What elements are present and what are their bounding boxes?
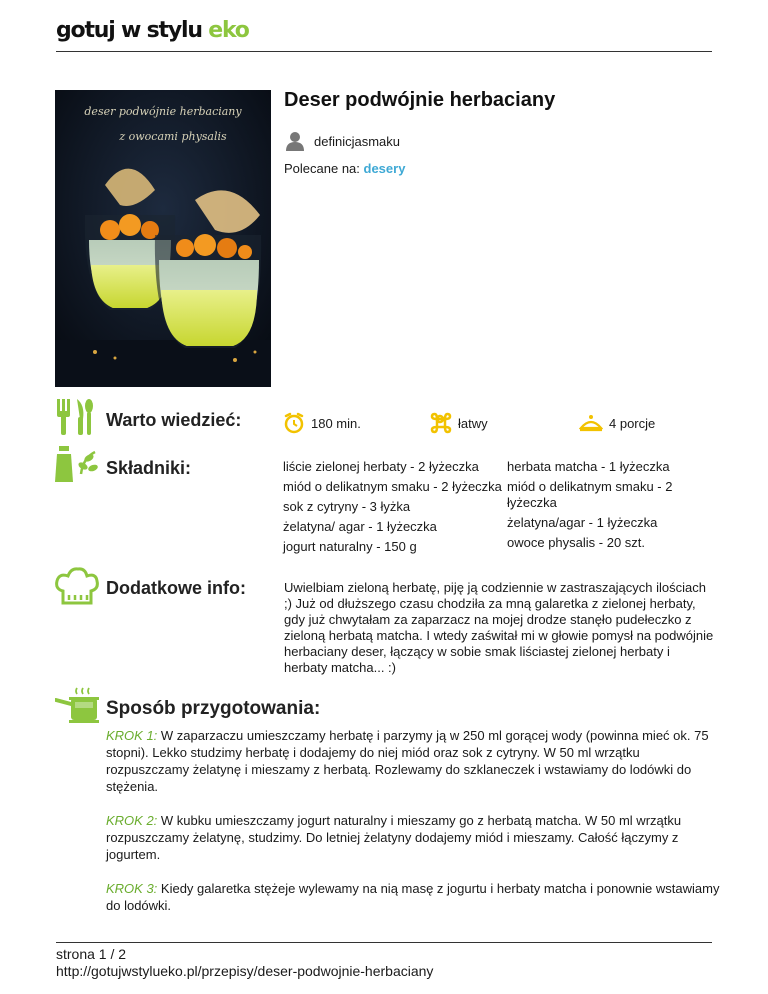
- step-text: Kiedy galaretka stężeje wylewamy na nią masę z jogurtu i herbaty matcha i ponownie wstawiamy do lodówki.: [106, 881, 720, 913]
- ingredients-icon: [55, 444, 99, 484]
- ingredient-item: herbata matcha - 1 łyżeczka: [507, 459, 670, 474]
- step-item: [106, 880, 720, 914]
- page-number: strona 1 / 2: [56, 946, 127, 962]
- ingredient-item: miód o delikatnym smaku - 2 łyżeczka: [283, 479, 502, 494]
- command-icon: [430, 412, 452, 434]
- step-text: W kubku umieszczamy jogurt naturalny i mieszamy go z herbatą matcha. W 50 ml wrzątku rozpuszczamy żelatynę, studzimy. Do letniej żelatyny dodajemy miód i mieszamy. Całość łączymy z jogurtem.: [106, 813, 682, 862]
- step-keyword: KROK 3:: [106, 881, 158, 896]
- recipe-author[interactable]: [284, 130, 400, 152]
- ingredient-item: owoce physalis - 20 szt.: [507, 535, 646, 550]
- logo-text-eko: eko: [208, 18, 249, 43]
- site-logo[interactable]: [56, 18, 249, 43]
- logo-text-main: gotuj w stylu: [56, 18, 209, 43]
- chef-hat-icon: [55, 567, 99, 607]
- pot-icon: [55, 686, 101, 724]
- source-url[interactable]: http://gotujwstylueko.pl/przepisy/deser-podwojnie-herbaciany: [56, 963, 434, 979]
- step-keyword: KROK 1:: [106, 728, 158, 743]
- step-item: [106, 812, 720, 863]
- author-name: definicjasmaku: [314, 133, 400, 149]
- category-link[interactable]: desery: [363, 161, 406, 176]
- step-keyword: KROK 2:: [106, 813, 158, 828]
- step-item: [106, 727, 720, 795]
- ingredient-item: żelatyna/ agar - 1 łyżeczka: [283, 519, 437, 534]
- cutlery-icon: [55, 397, 95, 437]
- footer-divider: [56, 942, 712, 943]
- ingredient-item: miód o delikatnym smaku - 2 łyżeczka: [507, 479, 673, 510]
- difficulty-value: łatwy: [458, 415, 488, 431]
- ingredient-item: żelatyna/agar - 1 łyżeczka: [507, 515, 658, 530]
- person-icon: [284, 130, 306, 152]
- recommended-line: [284, 161, 405, 176]
- ingredients-list-col1: [283, 459, 503, 559]
- portions-icon: [579, 412, 603, 434]
- meta-time: [283, 412, 361, 434]
- ingredients-label: Składniki:: [106, 458, 192, 478]
- recipe-photo: [55, 90, 271, 387]
- meta-portions: [579, 412, 655, 434]
- portions-value: 4 porcje: [609, 415, 656, 431]
- ingredients-list-col2: [507, 459, 712, 555]
- header-divider: [56, 51, 712, 52]
- time-value: 180 min.: [311, 415, 361, 431]
- preparation-steps: [106, 727, 720, 931]
- recipe-title: Deser podwójnie herbaciany: [284, 89, 556, 111]
- recommended-label: Polecane na:: [284, 161, 364, 176]
- step-text: W zaparzaczu umieszczamy herbatę i parzymy ją w 250 ml gorącej wody (powinna mieć ok. 75 stopni). Lekko studzimy herbatę i dodajemy do niej miód oraz sok z cytryny. W 50 ml wrzątku rozpuszczamy żelatynę i mieszamy z herbatą. Rozlewamy do szklaneczek i wstawiamy do lodówki do stężenia.: [106, 728, 709, 794]
- ingredient-item: jogurt naturalny - 150 g: [283, 539, 417, 554]
- ingredient-item: liście zielonej herbaty - 2 łyżeczka: [283, 459, 479, 474]
- meta-difficulty: [430, 412, 488, 434]
- photo-caption-line1: deser podwójnie herbaciany: [84, 105, 242, 118]
- preparation-label: Sposób przygotowania:: [106, 698, 321, 719]
- additional-info-text: Uwielbiam zieloną herbatę, piję ją codziennie w zastraszających ilościach ;) Już od dłuższego czasu chodziła za mną galaretka z zielonej herbaty, gdy już chwytałam za zaparzacz na mojej drodze stanęło pudełeczko z zieloną herbatą matcha. I wtedy zaświtał mi w głowie pomysł na podwójnie herbaciany deser, łączący w sobie smak liściastej zielonej herbaty i herbaty matcha... :): [284, 580, 714, 675]
- additional-info-label: Dodatkowe info:: [106, 578, 246, 598]
- photo-caption-line2: z owocami physalis: [119, 130, 227, 143]
- worth-knowing-label: Warto wiedzieć:: [106, 410, 242, 430]
- recipe-photo-illustration: [55, 90, 271, 387]
- clock-icon: [283, 412, 305, 434]
- ingredient-item: sok z cytryny - 3 łyżka: [283, 499, 411, 514]
